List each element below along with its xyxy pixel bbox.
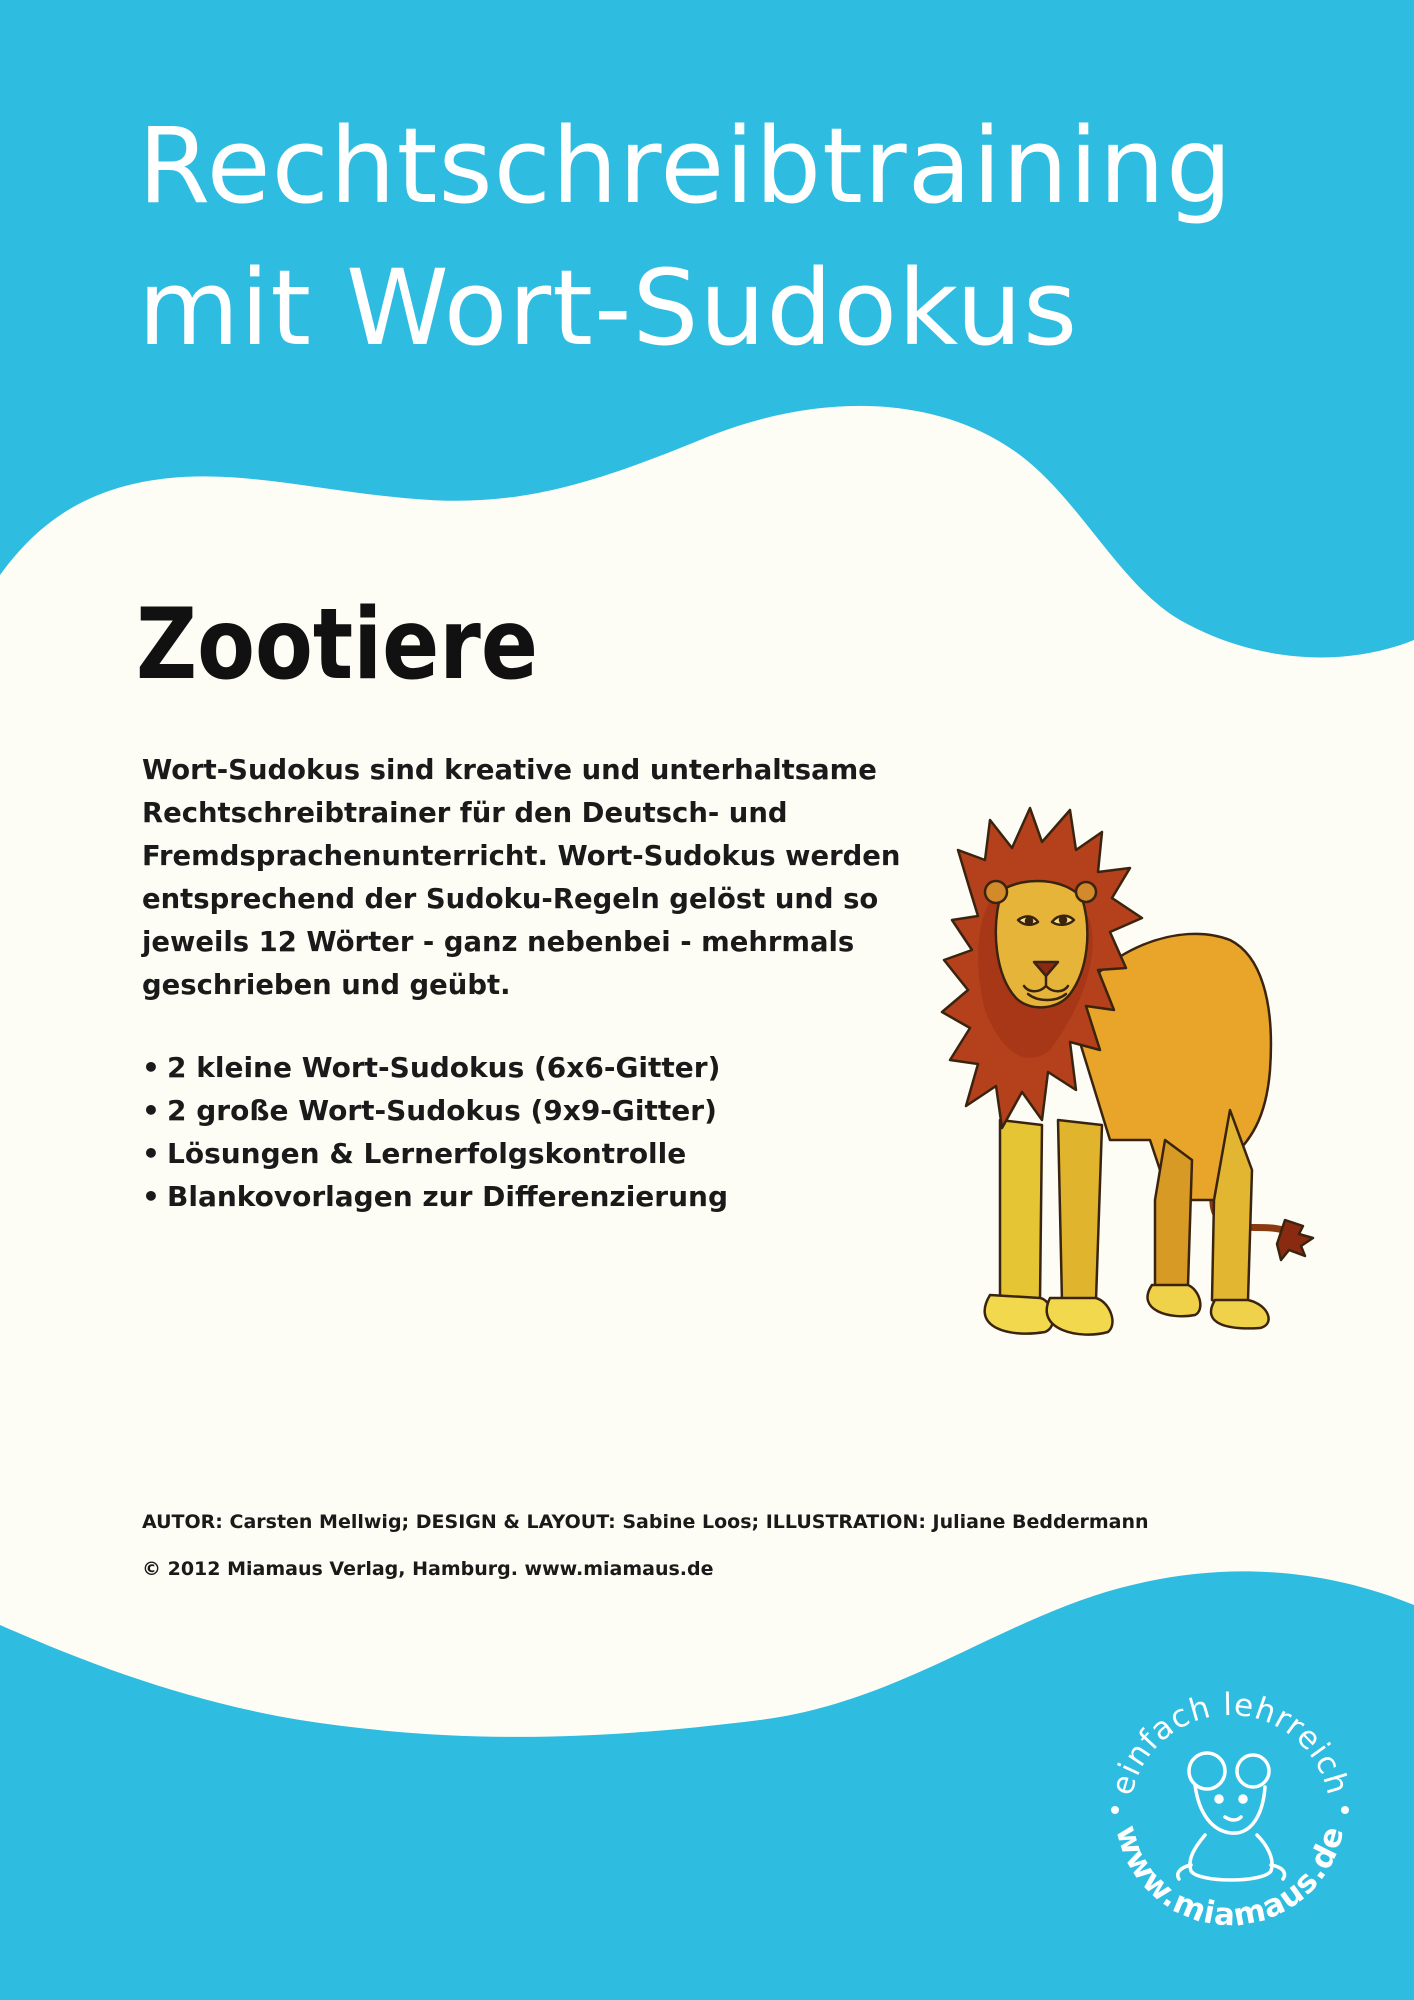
svg-text:einfach lehrreich — [1104, 1687, 1355, 1799]
logo-arc-top-text: einfach lehrreich — [1104, 1686, 1356, 1799]
feature-item — [142, 1132, 728, 1175]
bullet-icon: • — [142, 1051, 160, 1084]
feature-list — [142, 1046, 728, 1218]
feature-item — [142, 1046, 728, 1089]
lion-icon — [930, 780, 1350, 1400]
description-line: geschrieben und geübt. — [142, 968, 511, 1001]
mouse-logo-icon — [1095, 1675, 1365, 1945]
feature-text: Blankovorlagen zur Differenzierung — [167, 1180, 729, 1213]
publisher-logo — [1095, 1675, 1365, 1945]
title-line-2: mit Wort-Sudokus — [138, 247, 1079, 369]
topic-heading: Zootiere — [136, 588, 538, 702]
description-paragraph — [142, 748, 922, 1006]
logo-arc-bottom-text: www.miamaus.de — [1108, 1821, 1352, 1934]
description-line: Rechtschreibtrainer für den Deutsch- und — [142, 796, 788, 829]
bullet-icon: • — [142, 1180, 160, 1213]
bullet-icon: • — [142, 1137, 160, 1170]
description-line: entsprechend der Sudoku-Regeln gelöst und so — [142, 882, 879, 915]
feature-item — [142, 1175, 728, 1218]
feature-text: 2 kleine Wort-Sudokus (6x6-Gitter) — [167, 1051, 721, 1084]
lion-illustration — [930, 780, 1350, 1400]
page-title — [138, 95, 1388, 379]
bullet-icon: • — [142, 1094, 160, 1127]
description-line: jeweils 12 Wörter - ganz nebenbei - mehrmals — [142, 925, 855, 958]
description-line: Wort-Sudokus sind kreative und unterhaltsame — [142, 753, 877, 786]
description-line: Fremdsprachenunterricht. Wort-Sudokus werden — [142, 839, 901, 872]
feature-text: 2 große Wort-Sudokus (9x9-Gitter) — [167, 1094, 717, 1127]
feature-text: Lösungen & Lernerfolgskontrolle — [167, 1137, 687, 1170]
feature-item — [142, 1089, 728, 1132]
copyright-line: © 2012 Miamaus Verlag, Hamburg. www.miamaus.de — [142, 1558, 714, 1580]
credits-line: AUTOR: Carsten Mellwig; DESIGN & LAYOUT: Sabine Loos; ILLUSTRATION: Juliane Beddermann — [142, 1511, 1149, 1533]
svg-text:www.miamaus.de — [1108, 1821, 1352, 1934]
title-line-1: Rechtschreibtraining — [138, 105, 1233, 227]
